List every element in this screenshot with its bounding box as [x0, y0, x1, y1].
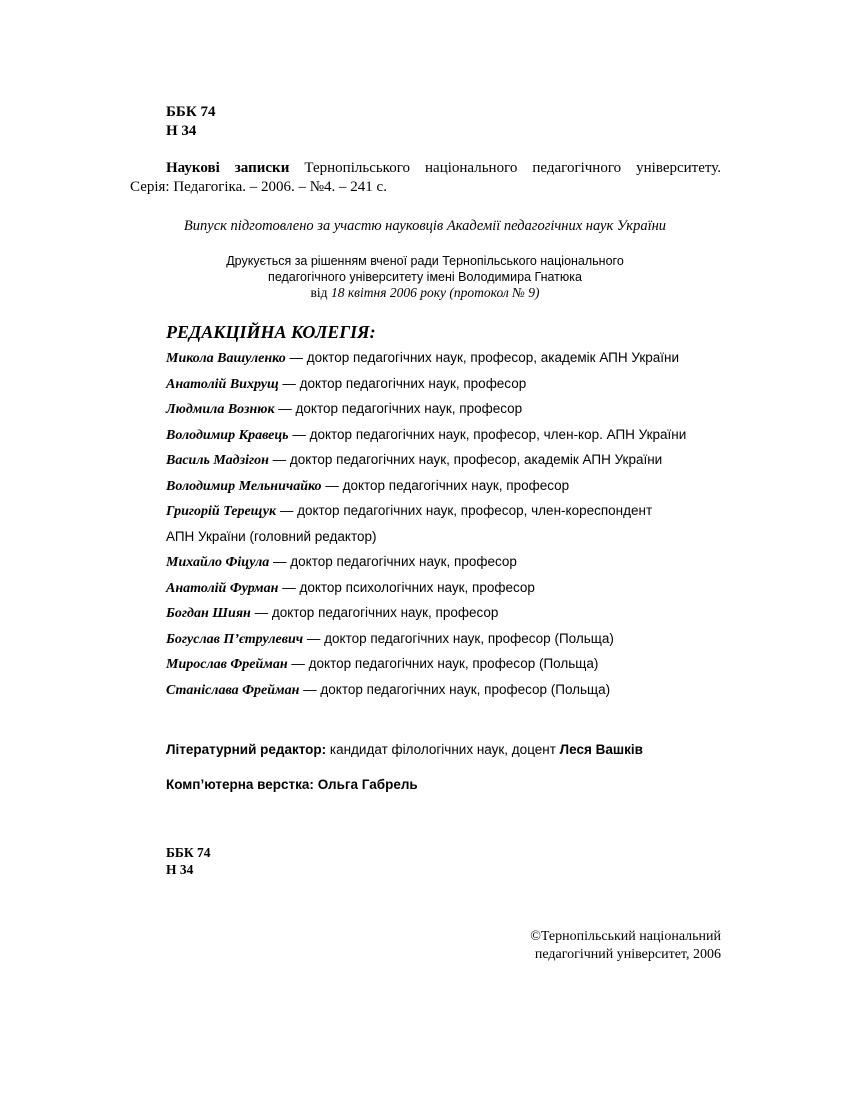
- bibliographic-description: [130, 159, 721, 197]
- literary-editor-name: Леся Вашків: [559, 742, 643, 757]
- board-member: [166, 349, 679, 368]
- literary-editor-degree: кандидат філологічних наук, доцент: [326, 742, 560, 757]
- member-title: — доктор педагогічних наук, професор (Польща): [299, 681, 611, 697]
- member-title: — доктор педагогічних наук, професор: [250, 605, 499, 620]
- top-code-bbk: ББК 74: [166, 104, 216, 120]
- member-title: — доктор педагогічних наук, професор, член-кор. АПН України: [288, 426, 687, 442]
- member-title: — доктор педагогічних наук, професор: [321, 477, 570, 493]
- copyright-notice: [530, 928, 721, 964]
- board-member: [166, 477, 569, 496]
- printed-line-2: педагогічного університету імені Володимира Гнатюка: [268, 270, 582, 284]
- board-member: [166, 655, 598, 674]
- member-name: Станіслава Фрейман: [166, 682, 300, 698]
- member-title: — доктор педагогічних наук, професор: [274, 401, 523, 416]
- journal-title: Наукові записки: [166, 160, 290, 176]
- board-member: [166, 502, 652, 521]
- bottom-library-code: [166, 844, 211, 878]
- printed-line-3: [0, 285, 850, 301]
- bottom-code-author: Н 34: [166, 862, 194, 877]
- member-title: — доктор педагогічних наук, професор, член-кореспондент: [276, 503, 653, 518]
- member-title: — доктор педагогічних наук, професор (Польща): [287, 656, 599, 671]
- member-title-continuation: АПН України (головний редактор): [166, 528, 377, 544]
- layout-label: Комп’ютерна верстка:: [166, 777, 314, 792]
- top-code-author: Н 34: [166, 123, 197, 139]
- board-member: [166, 579, 535, 598]
- member-name: Володимир Кравець: [166, 427, 289, 443]
- member-title: — доктор психологічних наук, професор: [278, 579, 535, 595]
- bottom-code-bbk: ББК 74: [166, 845, 211, 860]
- member-name: Анатолій Фурман: [166, 580, 279, 596]
- member-title: — доктор педагогічних наук, професор: [269, 554, 517, 569]
- board-member-continuation: [166, 528, 376, 546]
- top-library-code: [166, 103, 215, 141]
- member-title: — доктор педагогічних наук, професор, академік АПН України: [285, 350, 680, 365]
- member-name: Мирослав Фрейман: [166, 657, 288, 672]
- journal-publisher: Тернопільського національного педагогічного університету.: [304, 160, 722, 176]
- printed-date: 18 квітня 2006 року (протокол № 9): [330, 285, 540, 300]
- editorial-board-heading: РЕДАКЦІЙНА КОЛЕГІЯ:: [166, 322, 376, 342]
- board-member: [166, 681, 610, 700]
- journal-series-info: Серія: Педагогіка. – 2006. – №4. – 241 с.: [130, 179, 387, 195]
- layout-name: Ольга Габрель: [313, 777, 418, 792]
- board-member: [166, 400, 522, 419]
- board-member: [166, 426, 686, 445]
- member-name: Анатолій Вихрущ: [166, 376, 279, 392]
- board-member: [166, 451, 662, 470]
- printed-line-1: Друкується за рішенням вченої ради Тернопільського національного: [226, 254, 624, 268]
- literary-editor-credit: [166, 741, 643, 759]
- board-member: [166, 375, 526, 394]
- board-member: [166, 553, 517, 572]
- board-member: [166, 604, 498, 623]
- bibliographic-line-1: [130, 159, 721, 178]
- member-title: — доктор педагогічних наук, професор: [278, 375, 527, 391]
- member-name: Василь Мадзігон: [166, 453, 269, 468]
- member-name: Богуслав П’єтрулевич: [166, 631, 304, 647]
- copyright-line-1: ©Тернопільський національний: [530, 929, 721, 944]
- literary-editor-label: Літературний редактор:: [166, 742, 327, 757]
- printed-date-lead: від: [310, 285, 328, 300]
- member-name: Людмила Вознюк: [166, 402, 275, 417]
- board-member: [166, 630, 614, 649]
- copyright-line-2: педагогічний університет, 2006: [534, 947, 721, 962]
- printed-by-decision: [0, 253, 850, 301]
- member-title: — доктор педагогічних наук, професор, академік АПН України: [268, 452, 663, 467]
- member-name: Богдан Шиян: [166, 606, 251, 621]
- member-name: Володимир Мельничайко: [166, 478, 322, 494]
- member-name: Микола Вашуленко: [166, 351, 286, 366]
- member-name: Михайло Фіцула: [166, 555, 270, 570]
- member-name: Григорій Терещук: [166, 504, 277, 519]
- prepared-note: Випуск підготовлено за участю науковців Академії педагогічних наук України: [183, 218, 667, 234]
- layout-credit: [166, 776, 418, 794]
- member-title: — доктор педагогічних наук, професор (Польща): [303, 630, 614, 646]
